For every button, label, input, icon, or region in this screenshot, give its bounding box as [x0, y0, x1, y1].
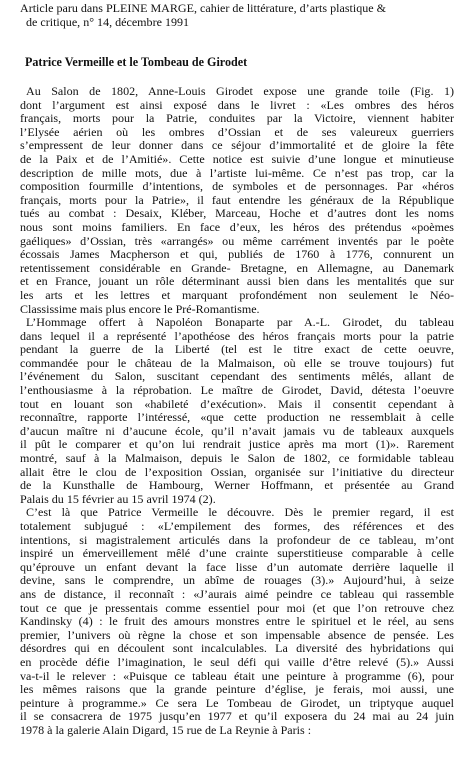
text-line: tués au combat : Desaix, Kléber, Marceau, Hoche et d’autres dont les noms	[20, 206, 454, 221]
text-line: composition fourmille d’intentions, de symboles et de personnages. Par «héros	[20, 179, 454, 194]
text-line: tout en louant son «habileté d’exécution». Mais il consentit cependant à	[20, 396, 454, 411]
text-line: en procède défie l’imagination, le seul défi qui vaille d’être relevé (5).» Aussi	[20, 654, 454, 669]
text-line: d’aucun maître ni d’aucune école, qu’il n’avait jamais vu de tableaux auxquels	[20, 423, 454, 438]
text-line: allait être le clou de l’exposition Ossian, organisée sur l’initiative du directeur	[20, 464, 454, 479]
text-line: L’Hommage offert à Napoléon Bonaparte par A.-L. Girodet, du tableau	[26, 315, 454, 330]
text-line: nous sont moins familiers. En face d’eux, les héros des prétendus «poèmes	[20, 219, 454, 234]
article-title: Patrice Vermeille et le Tombeau de Girodet	[25, 55, 248, 69]
text-line: ans de distance, il reconnaît : «J’aurais aimé peindre ce tableau qui rassemble	[20, 586, 454, 601]
text-line: désordres qui en découlent sont incalculables. La diversité des hybridations qui	[20, 641, 454, 656]
article-body	[20, 85, 454, 738]
text-line: peinture à programme.» Ce sera Le Tombeau de Girodet, un triptyque auquel	[20, 695, 454, 710]
text-line: français, morts pour la Patrie», il faut entendre les généraux de la République	[20, 192, 454, 207]
text-line: C’est là que Patrice Vermeille le découvre. Dès le premier regard, il est	[26, 505, 454, 520]
text-line: Au Salon de 1802, Anne-Louis Girodet expose une grande toile (Fig. 1)	[26, 84, 454, 98]
text-line: l’Elysée aérien où les ombres d’Ossian et de ses valeureux guerriers	[20, 124, 454, 139]
text-line: devine, sans le comprendre, un abîme de rouages (3).» Aujourd’hui, à seize	[20, 573, 454, 588]
text-line: les mêmes raisons que la grande peinture d’église, je ferais, moi aussi, une	[20, 682, 454, 697]
text-line: montré, sauf à la Malmaison, depuis le Salon de 1802, ce formidable tableau	[20, 451, 454, 466]
header-line: de critique, n° 14, décembre 1991	[26, 14, 190, 29]
paragraph	[20, 506, 454, 737]
text-line: Classissime mais plus encore le Pré-Romantisme.	[20, 301, 260, 316]
text-line: et en France, jouant un rôle déterminant aussi bien dans les mentalités que sur	[20, 274, 454, 289]
text-line: pendant la guerre de la Liberté (tel est le titre exact de cette oeuvre,	[20, 342, 454, 357]
text-line: inspiré un émerveillement mêlé d’une crainte superstitieuse comparable à celle	[20, 546, 454, 561]
text-line: totalement subjugué : «L’empilement des formes, des références et des	[20, 519, 454, 533]
text-line: intentions, si magistralement articulés dans la profondeur de ce tableau, m’ont	[20, 532, 454, 547]
paragraph	[20, 316, 454, 506]
text-line: gaéliques» d’Ossian, très «arrangés» ou même carrément inventés par le poète	[20, 233, 454, 248]
text-line: tout ce que je pressentais comme essentiel pour moi (et que l’on retrouve chez	[20, 600, 454, 615]
text-line: Kandinsky (4) : le fruit des amours monstres entre le spirituel et le réel, au sens	[20, 614, 454, 629]
text-line: les arts et les lettres et marquant profondément non seulement le Néo-	[20, 287, 454, 302]
paragraph	[20, 85, 454, 316]
text-line: description de mille mots, due à l’artiste lui-même. Ce n’est pas trop, car la	[20, 165, 454, 180]
text-line: s’empressent de leur donner dans ce séjour d’immortalité et de gloire la fête	[20, 138, 454, 153]
text-line: français, morts pour la Patrie, conduites par la Victoire, viennent habiter	[20, 111, 454, 126]
text-line: premier, l’univers où règne la chose et son impensable absence de pensée. Les	[20, 627, 454, 642]
text-line: écossais James Macpherson et qui, publiés de 1760 à 1776, connurent un	[20, 247, 454, 262]
text-line: Palais du 15 février au 15 avril 1974 (2).	[20, 491, 216, 506]
text-line: va-t-il le relever : «Puisque ce tableau était une peinture à programme (6), pour	[20, 668, 454, 683]
publication-header	[20, 2, 452, 29]
text-line: de la Kunsthalle de Hambourg, Werner Hoffmann, et présentée au Grand	[20, 478, 454, 493]
text-line: retentissement considérable en Grande- Bretagne, en Allemagne, au Danemark	[20, 260, 454, 275]
text-line: reconnaître, rapporte l’intéressé, «que cette production ne ressemblait à celle	[20, 410, 454, 425]
header-line: Article paru dans PLEINE MARGE, cahier de littérature, d’arts plastique &	[20, 1, 386, 15]
text-line: l’enthousiasme à la réprobation. Le maître de Girodet, David, détesta l’oeuvre	[20, 383, 454, 398]
text-line: commandée pour le château de la Malmaison, où elle se trouve toujours) fut	[20, 355, 454, 370]
text-line: dont l’argument est ainsi exposé dans le livret : «Les ombres des héros	[20, 97, 454, 112]
text-line: 1978 à la galerie Alain Digard, 15 rue de La Reynie à Paris :	[20, 722, 312, 737]
text-line: il se consacrera de 1975 jusqu’en 1977 et qu’il exposera du 24 mai au 24 juin	[20, 709, 454, 724]
text-line: il pût le comparer et qu’on lui rendrait justice après ma mort (1)». Rarement	[20, 437, 454, 452]
text-line: l’événement du Salon, suscitant cependant des sentiments mêlés, allant de	[20, 369, 454, 384]
text-line: dans lequel il a représenté l’apothéose des héros français morts pour la patrie	[20, 328, 454, 343]
text-line: de la Paix et de l’Amitié». Cette notice est suivie d’une longue et minutieuse	[20, 151, 454, 166]
text-line: qu’éprouve un enfant devant la face lisse d’un automate derrière laquelle il	[20, 559, 454, 574]
